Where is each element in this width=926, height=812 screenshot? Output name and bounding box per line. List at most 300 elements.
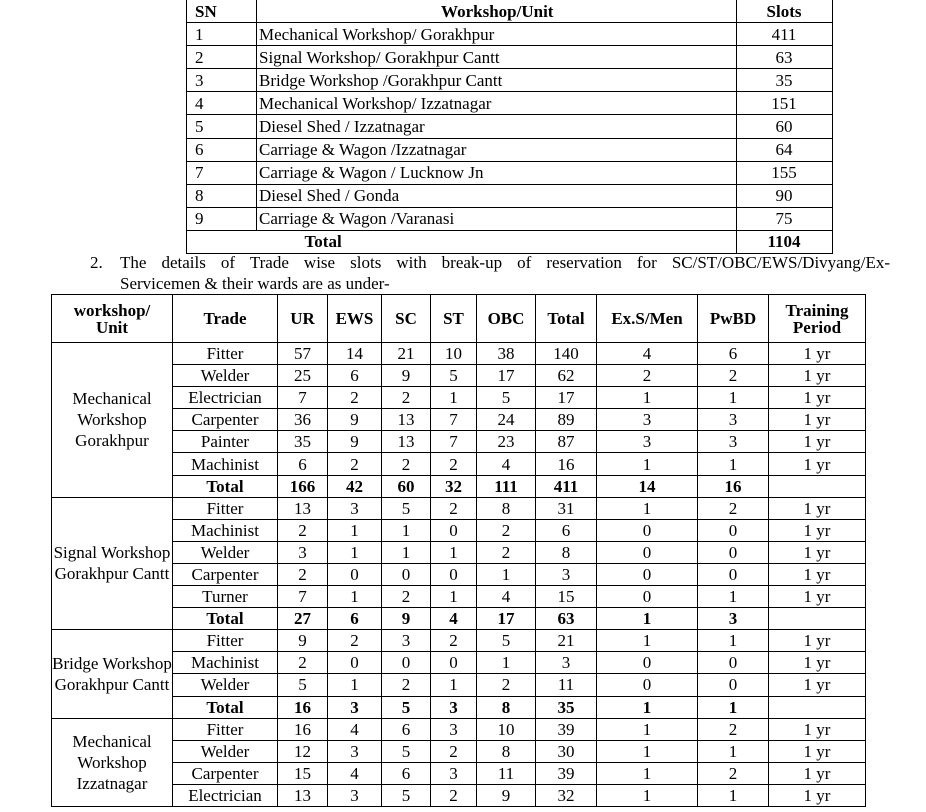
total-cell: 32	[536, 784, 597, 806]
ex-servicemen-cell: 1	[597, 740, 698, 762]
trade-cell: Total	[173, 696, 278, 718]
sc-cell: 60	[382, 475, 431, 497]
ur-cell: 2	[278, 519, 328, 541]
total-cell: 89	[536, 409, 597, 431]
ews-cell: 9	[328, 409, 382, 431]
ews-cell: 3	[328, 784, 382, 806]
total-cell: 411	[536, 475, 597, 497]
slots-cell: 155	[736, 161, 832, 184]
st-cell: 2	[431, 630, 477, 652]
trade-cell: Fitter	[173, 497, 278, 519]
obc-cell: 17	[477, 608, 536, 630]
table-row	[52, 652, 866, 674]
ex-servicemen-cell: 2	[597, 365, 698, 387]
ex-servicemen-cell: 1	[597, 497, 698, 519]
trade-cell: Machinist	[173, 453, 278, 475]
header-ur: UR	[278, 295, 328, 343]
table-row	[52, 343, 866, 365]
st-cell: 7	[431, 431, 477, 453]
ews-cell: 6	[328, 365, 382, 387]
table-row	[52, 740, 866, 762]
total-cell: 3	[536, 563, 597, 585]
table-row	[52, 431, 866, 453]
training-period-cell: 1 yr	[769, 497, 866, 519]
obc-cell: 23	[477, 431, 536, 453]
ex-servicemen-cell: 1	[597, 718, 698, 740]
total-cell: 30	[536, 740, 597, 762]
trade-cell: Carpenter	[173, 762, 278, 784]
ews-cell: 6	[328, 608, 382, 630]
obc-cell: 8	[477, 740, 536, 762]
total-row	[52, 608, 866, 630]
table-header-row	[52, 295, 866, 343]
obc-cell: 4	[477, 453, 536, 475]
workshop-unit-cell: Bridge Workshop /Gorakhpur Cantt	[257, 69, 737, 92]
obc-cell: 17	[477, 365, 536, 387]
ur-cell: 27	[278, 608, 328, 630]
ews-cell: 1	[328, 541, 382, 563]
header-period-line2: Period	[792, 317, 842, 337]
header-slots: Slots	[736, 0, 832, 23]
ur-cell: 13	[278, 784, 328, 806]
training-period-cell: 1 yr	[769, 762, 866, 784]
pwbd-cell: 1	[698, 387, 769, 409]
trade-cell: Welder	[173, 365, 278, 387]
slots-cell: 63	[736, 46, 832, 69]
ex-servicemen-cell: 0	[597, 563, 698, 585]
st-cell: 0	[431, 652, 477, 674]
ews-cell: 4	[328, 718, 382, 740]
total-row	[52, 696, 866, 718]
workshop-unit-cell: Carriage & Wagon /Varanasi	[257, 207, 737, 230]
pwbd-cell: 3	[698, 431, 769, 453]
workshop-unit-cell: Diesel Shed / Gonda	[257, 184, 737, 207]
obc-cell: 2	[477, 519, 536, 541]
pwbd-cell: 0	[698, 519, 769, 541]
total-cell: 140	[536, 343, 597, 365]
sc-cell: 2	[382, 387, 431, 409]
ur-cell: 3	[278, 541, 328, 563]
slots-cell: 90	[736, 184, 832, 207]
table-row	[187, 184, 833, 207]
table-row	[52, 541, 866, 563]
total-cell: 35	[536, 696, 597, 718]
ur-cell: 13	[278, 497, 328, 519]
sc-cell: 2	[382, 674, 431, 696]
obc-cell: 5	[477, 387, 536, 409]
ews-cell: 3	[328, 497, 382, 519]
sc-cell: 5	[382, 784, 431, 806]
ur-cell: 2	[278, 652, 328, 674]
obc-cell: 2	[477, 541, 536, 563]
table-row	[52, 365, 866, 387]
sc-cell: 21	[382, 343, 431, 365]
trade-reservation-table	[51, 294, 866, 807]
slots-cell: 411	[736, 23, 832, 46]
st-cell: 2	[431, 453, 477, 475]
ex-servicemen-cell: 4	[597, 343, 698, 365]
training-period-cell: 1 yr	[769, 674, 866, 696]
header-sn: SN	[187, 0, 257, 23]
st-cell: 0	[431, 519, 477, 541]
header-st: ST	[431, 295, 477, 343]
sn-cell: 5	[187, 115, 257, 138]
ews-cell: 14	[328, 343, 382, 365]
table-row	[52, 718, 866, 740]
st-cell: 3	[431, 762, 477, 784]
trade-cell: Welder	[173, 740, 278, 762]
ur-cell: 5	[278, 674, 328, 696]
header-trade: Trade	[173, 295, 278, 343]
table-row	[52, 563, 866, 585]
workshop-unit-cell: Mechanical Workshop Izzatnagar	[52, 718, 173, 806]
training-period-cell: 1 yr	[769, 563, 866, 585]
workshop-unit-cell: Carriage & Wagon / Lucknow Jn	[257, 161, 737, 184]
total-label: Total	[257, 230, 737, 253]
ews-cell: 0	[328, 652, 382, 674]
ex-servicemen-cell: 3	[597, 409, 698, 431]
st-cell: 1	[431, 541, 477, 563]
table-row	[52, 453, 866, 475]
sc-cell: 13	[382, 431, 431, 453]
training-period-cell: 1 yr	[769, 431, 866, 453]
sn-cell: 4	[187, 92, 257, 115]
sc-cell: 0	[382, 652, 431, 674]
pwbd-cell: 2	[698, 718, 769, 740]
sn-cell: 2	[187, 46, 257, 69]
workshop-unit-cell: Carriage & Wagon /Izzatnagar	[257, 138, 737, 161]
total-slots: 1104	[736, 230, 832, 253]
pwbd-cell: 2	[698, 762, 769, 784]
table-row	[52, 519, 866, 541]
sn-cell: 1	[187, 23, 257, 46]
obc-cell: 24	[477, 409, 536, 431]
obc-cell: 11	[477, 762, 536, 784]
workshop-unit-cell: Diesel Shed / Izzatnagar	[257, 115, 737, 138]
training-period-cell: 1 yr	[769, 387, 866, 409]
st-cell: 2	[431, 497, 477, 519]
training-period-cell	[769, 696, 866, 718]
obc-cell: 1	[477, 563, 536, 585]
header-period-line1: Training	[785, 300, 849, 320]
pwbd-cell: 2	[698, 365, 769, 387]
header-unit-line1: workshop/	[73, 300, 151, 320]
trade-cell: Carpenter	[173, 409, 278, 431]
total-row	[52, 475, 866, 497]
trade-cell: Painter	[173, 431, 278, 453]
sn-cell: 9	[187, 207, 257, 230]
pwbd-cell: 1	[698, 586, 769, 608]
ex-servicemen-cell: 1	[597, 453, 698, 475]
obc-cell: 8	[477, 497, 536, 519]
pwbd-cell: 1	[698, 696, 769, 718]
table-header-row	[187, 0, 833, 23]
ews-cell: 9	[328, 431, 382, 453]
ews-cell: 2	[328, 387, 382, 409]
ur-cell: 6	[278, 453, 328, 475]
trade-cell: Welder	[173, 541, 278, 563]
workshop-unit-cell: Mechanical Workshop/ Gorakhpur	[257, 23, 737, 46]
sc-cell: 2	[382, 453, 431, 475]
training-period-cell: 1 yr	[769, 652, 866, 674]
ex-servicemen-cell: 1	[597, 387, 698, 409]
st-cell: 10	[431, 343, 477, 365]
ur-cell: 16	[278, 718, 328, 740]
slots-cell: 64	[736, 138, 832, 161]
sn-cell: 6	[187, 138, 257, 161]
training-period-cell	[769, 475, 866, 497]
ur-cell: 25	[278, 365, 328, 387]
workshop-unit-cell: Signal Workshop/ Gorakhpur Cantt	[257, 46, 737, 69]
training-period-cell: 1 yr	[769, 343, 866, 365]
st-cell: 1	[431, 586, 477, 608]
ews-cell: 2	[328, 630, 382, 652]
trade-cell: Fitter	[173, 718, 278, 740]
training-period-cell: 1 yr	[769, 409, 866, 431]
header-pwbd: PwBD	[698, 295, 769, 343]
ur-cell: 35	[278, 431, 328, 453]
sc-cell: 13	[382, 409, 431, 431]
trade-details-paragraph	[90, 252, 890, 294]
ex-servicemen-cell: 1	[597, 762, 698, 784]
training-period-cell: 1 yr	[769, 784, 866, 806]
trade-cell: Carpenter	[173, 563, 278, 585]
ur-cell: 12	[278, 740, 328, 762]
total-cell: 39	[536, 762, 597, 784]
st-cell: 2	[431, 784, 477, 806]
obc-cell: 2	[477, 674, 536, 696]
sc-cell: 9	[382, 365, 431, 387]
ex-servicemen-cell: 0	[597, 519, 698, 541]
table-row	[187, 69, 833, 92]
pwbd-cell: 0	[698, 541, 769, 563]
total-cell: 16	[536, 453, 597, 475]
ur-cell: 2	[278, 563, 328, 585]
st-cell: 1	[431, 674, 477, 696]
st-cell: 3	[431, 718, 477, 740]
st-cell: 3	[431, 696, 477, 718]
header-ews: EWS	[328, 295, 382, 343]
slots-cell: 151	[736, 92, 832, 115]
workshop-unit-cell: Signal Workshop Gorakhpur Cantt	[52, 497, 173, 630]
header-training-period	[769, 295, 866, 343]
total-cell: 17	[536, 387, 597, 409]
ews-cell: 0	[328, 563, 382, 585]
table-row	[187, 23, 833, 46]
obc-cell: 38	[477, 343, 536, 365]
obc-cell: 4	[477, 586, 536, 608]
total-cell: 62	[536, 365, 597, 387]
trade-cell: Total	[173, 608, 278, 630]
ur-cell: 15	[278, 762, 328, 784]
total-cell: 39	[536, 718, 597, 740]
training-period-cell: 1 yr	[769, 630, 866, 652]
table-row	[187, 207, 833, 230]
training-period-cell	[769, 608, 866, 630]
table-row	[187, 161, 833, 184]
paragraph-line-1: The details of Trade wise slots with break-up of reservation for SC/ST/OBC/EWS/Divyang/Ex-	[120, 253, 890, 272]
total-cell: 6	[536, 519, 597, 541]
table-row	[52, 674, 866, 696]
pwbd-cell: 0	[698, 674, 769, 696]
total-cell: 63	[536, 608, 597, 630]
pwbd-cell: 1	[698, 453, 769, 475]
ews-cell: 1	[328, 519, 382, 541]
sc-cell: 5	[382, 740, 431, 762]
workshop-unit-cell: Mechanical Workshop Gorakhpur	[52, 343, 173, 498]
workshop-slots-table	[186, 0, 833, 254]
table-row	[52, 586, 866, 608]
pwbd-cell: 1	[698, 740, 769, 762]
sc-cell: 9	[382, 608, 431, 630]
ews-cell: 4	[328, 762, 382, 784]
trade-cell: Machinist	[173, 519, 278, 541]
header-ex-servicemen: Ex.S/Men	[597, 295, 698, 343]
sc-cell: 5	[382, 497, 431, 519]
total-cell: 31	[536, 497, 597, 519]
pwbd-cell: 16	[698, 475, 769, 497]
pwbd-cell: 0	[698, 563, 769, 585]
slots-cell: 60	[736, 115, 832, 138]
st-cell: 5	[431, 365, 477, 387]
sc-cell: 1	[382, 519, 431, 541]
training-period-cell: 1 yr	[769, 519, 866, 541]
ex-servicemen-cell: 1	[597, 696, 698, 718]
total-cell: 87	[536, 431, 597, 453]
pwbd-cell: 2	[698, 497, 769, 519]
ur-cell: 7	[278, 387, 328, 409]
st-cell: 2	[431, 740, 477, 762]
sc-cell: 2	[382, 586, 431, 608]
trade-cell: Fitter	[173, 343, 278, 365]
ews-cell: 3	[328, 740, 382, 762]
st-cell: 4	[431, 608, 477, 630]
sn-cell: 8	[187, 184, 257, 207]
obc-cell: 8	[477, 696, 536, 718]
total-cell: 15	[536, 586, 597, 608]
obc-cell: 5	[477, 630, 536, 652]
trade-cell: Machinist	[173, 652, 278, 674]
ex-servicemen-cell: 1	[597, 784, 698, 806]
ews-cell: 1	[328, 674, 382, 696]
st-cell: 0	[431, 563, 477, 585]
obc-cell: 10	[477, 718, 536, 740]
workshop-unit-cell: Bridge Workshop Gorakhpur Cantt	[52, 630, 173, 718]
ur-cell: 166	[278, 475, 328, 497]
sn-cell: 3	[187, 69, 257, 92]
pwbd-cell: 1	[698, 784, 769, 806]
sc-cell: 1	[382, 541, 431, 563]
ews-cell: 1	[328, 586, 382, 608]
sc-cell: 5	[382, 696, 431, 718]
header-total: Total	[536, 295, 597, 343]
st-cell: 32	[431, 475, 477, 497]
trade-cell: Fitter	[173, 630, 278, 652]
pwbd-cell: 0	[698, 652, 769, 674]
training-period-cell: 1 yr	[769, 365, 866, 387]
ex-servicemen-cell: 1	[597, 608, 698, 630]
training-period-cell: 1 yr	[769, 541, 866, 563]
total-row	[187, 230, 833, 253]
ews-cell: 3	[328, 696, 382, 718]
sn-cell: 7	[187, 161, 257, 184]
pwbd-cell: 1	[698, 630, 769, 652]
sc-cell: 0	[382, 563, 431, 585]
total-cell: 3	[536, 652, 597, 674]
paragraph-line-2: Servicemen & their wards are as under-	[120, 274, 390, 293]
table-row	[52, 630, 866, 652]
ex-servicemen-cell: 14	[597, 475, 698, 497]
ur-cell: 57	[278, 343, 328, 365]
empty-cell	[187, 230, 257, 253]
sc-cell: 6	[382, 762, 431, 784]
table-row	[52, 497, 866, 519]
obc-cell: 1	[477, 652, 536, 674]
training-period-cell: 1 yr	[769, 453, 866, 475]
sc-cell: 3	[382, 630, 431, 652]
training-period-cell: 1 yr	[769, 718, 866, 740]
table-row	[187, 46, 833, 69]
table-row	[52, 409, 866, 431]
ex-servicemen-cell: 1	[597, 630, 698, 652]
header-sc: SC	[382, 295, 431, 343]
table-row	[52, 784, 866, 806]
total-cell: 8	[536, 541, 597, 563]
ex-servicemen-cell: 3	[597, 431, 698, 453]
slots-cell: 35	[736, 69, 832, 92]
pwbd-cell: 3	[698, 608, 769, 630]
paragraph-number: 2.	[90, 253, 103, 272]
workshop-unit-cell: Mechanical Workshop/ Izzatnagar	[257, 92, 737, 115]
ex-servicemen-cell: 0	[597, 586, 698, 608]
total-cell: 11	[536, 674, 597, 696]
ur-cell: 9	[278, 630, 328, 652]
table-row	[187, 138, 833, 161]
trade-cell: Welder	[173, 674, 278, 696]
obc-cell: 111	[477, 475, 536, 497]
ur-cell: 36	[278, 409, 328, 431]
total-cell: 21	[536, 630, 597, 652]
ex-servicemen-cell: 0	[597, 541, 698, 563]
pwbd-cell: 6	[698, 343, 769, 365]
training-period-cell: 1 yr	[769, 740, 866, 762]
training-period-cell: 1 yr	[769, 586, 866, 608]
header-workshop-unit: Workshop/Unit	[257, 0, 737, 23]
table-row	[187, 115, 833, 138]
header-workshop-unit	[52, 295, 173, 343]
header-unit-line2: Unit	[95, 317, 129, 337]
sc-cell: 6	[382, 718, 431, 740]
st-cell: 7	[431, 409, 477, 431]
slots-cell: 75	[736, 207, 832, 230]
ews-cell: 2	[328, 453, 382, 475]
obc-cell: 9	[477, 784, 536, 806]
ur-cell: 16	[278, 696, 328, 718]
ews-cell: 42	[328, 475, 382, 497]
trade-cell: Total	[173, 475, 278, 497]
header-obc: OBC	[477, 295, 536, 343]
ur-cell: 7	[278, 586, 328, 608]
table-row	[187, 92, 833, 115]
trade-cell: Electrician	[173, 784, 278, 806]
st-cell: 1	[431, 387, 477, 409]
ex-servicemen-cell: 0	[597, 674, 698, 696]
table-row	[52, 762, 866, 784]
trade-cell: Electrician	[173, 387, 278, 409]
table-row	[52, 387, 866, 409]
ex-servicemen-cell: 0	[597, 652, 698, 674]
pwbd-cell: 3	[698, 409, 769, 431]
